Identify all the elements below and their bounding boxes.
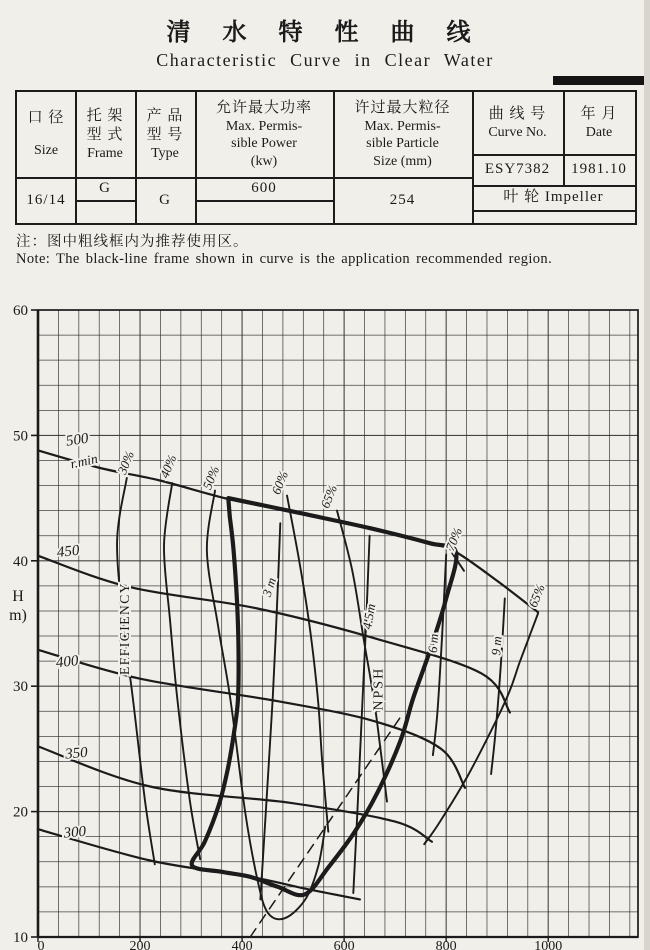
header-size-en: Size — [33, 143, 59, 159]
spec-table — [15, 90, 637, 225]
speed-label-400: 400 — [55, 652, 80, 672]
header-frame-en: Frame — [87, 145, 123, 161]
header-size-zh: 口 径 — [27, 110, 65, 127]
efficiency-label-0: 30% — [114, 448, 138, 477]
header-type — [135, 92, 195, 177]
table-divider — [75, 200, 135, 202]
y-tick-label: 10 — [13, 930, 28, 946]
npsh-label-6m: 6 m — [424, 633, 442, 654]
value-size: 16/14 — [26, 191, 66, 208]
efficiency-curve-40% — [164, 483, 200, 859]
value-curve-no: ESY7382 — [484, 161, 551, 178]
efficiency-curves — [117, 478, 538, 919]
header-date-en: Date — [585, 124, 613, 140]
value-frame: G — [99, 180, 111, 197]
header-curve-no — [472, 92, 563, 154]
value-particle: 254 — [389, 191, 416, 208]
speed-label-unit: r.min — [69, 450, 99, 472]
speed-label-350: 350 — [64, 744, 89, 763]
y-axis-label: H — [12, 588, 24, 605]
header-power-en2: sible Power — [231, 136, 297, 152]
header-date-zh: 年 月 — [580, 105, 618, 122]
npsh-label-4.5m: 4.5m — [359, 602, 379, 631]
efficiency-label-5: 70% — [442, 525, 466, 553]
header-particle-en1: Max. Permis- — [364, 118, 441, 134]
x-tick-label: 800 — [435, 939, 457, 950]
y-tick-label: 50 — [13, 428, 28, 445]
table-divider — [195, 200, 333, 202]
efficiency-label-6: 65% — [525, 581, 548, 610]
header-type-en: Type — [151, 145, 179, 161]
y-axis-label: m) — [9, 607, 27, 624]
table-divider — [472, 210, 635, 212]
npsh-label-9m: 9 m — [488, 635, 505, 656]
value-power: 600 — [251, 180, 277, 197]
y-tick-label: 60 — [13, 303, 28, 319]
header-type-zh1: 产 品 — [146, 108, 184, 124]
value-impeller: 叶 轮 Impeller — [503, 189, 604, 206]
header-power-en3: (kw) — [250, 153, 278, 169]
speed-label-300: 300 — [62, 823, 87, 842]
x-tick-label: 600 — [333, 939, 355, 950]
header-frame-zh1: 托 架 — [86, 108, 124, 124]
x-tick-label: 400 — [231, 939, 253, 950]
header-particle-zh: 许过最大粒径 — [354, 99, 451, 116]
efficiency-label-3: 60% — [268, 468, 292, 497]
x-tick-label: 200 — [129, 939, 151, 950]
header-particle — [333, 92, 472, 177]
header-frame-zh2: 型 式 — [86, 126, 124, 143]
speed-curve-400 — [38, 650, 465, 788]
value-date: 1981.10 — [571, 161, 627, 178]
characteristic-curve-chart — [0, 283, 650, 950]
speed-label-500: 500 — [64, 430, 90, 450]
efficiency-curve-60% — [287, 496, 328, 832]
note-en: Note: The black-line frame shown in curve is the application recommended region. — [16, 251, 553, 267]
x-tick-label: 0 — [37, 939, 45, 950]
note-zh: 注：图中粗线框内为推荐使用区。 — [16, 234, 249, 250]
page-title-en: Characteristic Curve in Clear Water — [156, 50, 494, 70]
efficiency-curve-50% — [207, 491, 325, 920]
efficiency-axis-text: EFFICIENCY — [116, 581, 132, 676]
header-power — [195, 92, 333, 177]
header-date — [563, 92, 635, 154]
efficiency-label-2: 50% — [199, 463, 223, 492]
y-tick-label: 30 — [13, 679, 28, 696]
header-particle-en3: Size (mm) — [373, 153, 432, 169]
header-curve-no-en: Curve No. — [488, 124, 547, 140]
header-power-en1: Max. Permis- — [225, 118, 303, 134]
npsh-axis-text: NPSH — [371, 666, 387, 711]
y-tick-label: 40 — [13, 553, 28, 570]
speed-curves — [38, 450, 538, 899]
y-tick-label: 20 — [13, 804, 28, 821]
header-frame — [75, 92, 135, 177]
header-type-zh2: 型 号 — [146, 126, 184, 143]
header-power-zh: 允许最大功率 — [215, 99, 312, 116]
speed-label-450: 450 — [56, 542, 81, 561]
x-tick-label: 1000 — [534, 939, 563, 950]
value-type: G — [159, 191, 171, 208]
npsh-label-3m: 3 m — [258, 575, 280, 599]
efficiency-label-1: 40% — [156, 452, 180, 481]
page-title-zh: 清 水 特 性 曲 线 — [166, 20, 484, 46]
efficiency-label-4: 65% — [317, 482, 341, 511]
header-curve-no-zh: 曲 线 号 — [488, 105, 547, 122]
scan-artifact-bar — [553, 76, 650, 85]
header-size — [17, 92, 75, 177]
header-particle-en2: sible Particle — [366, 136, 439, 152]
speed-curve-350 — [38, 746, 432, 841]
